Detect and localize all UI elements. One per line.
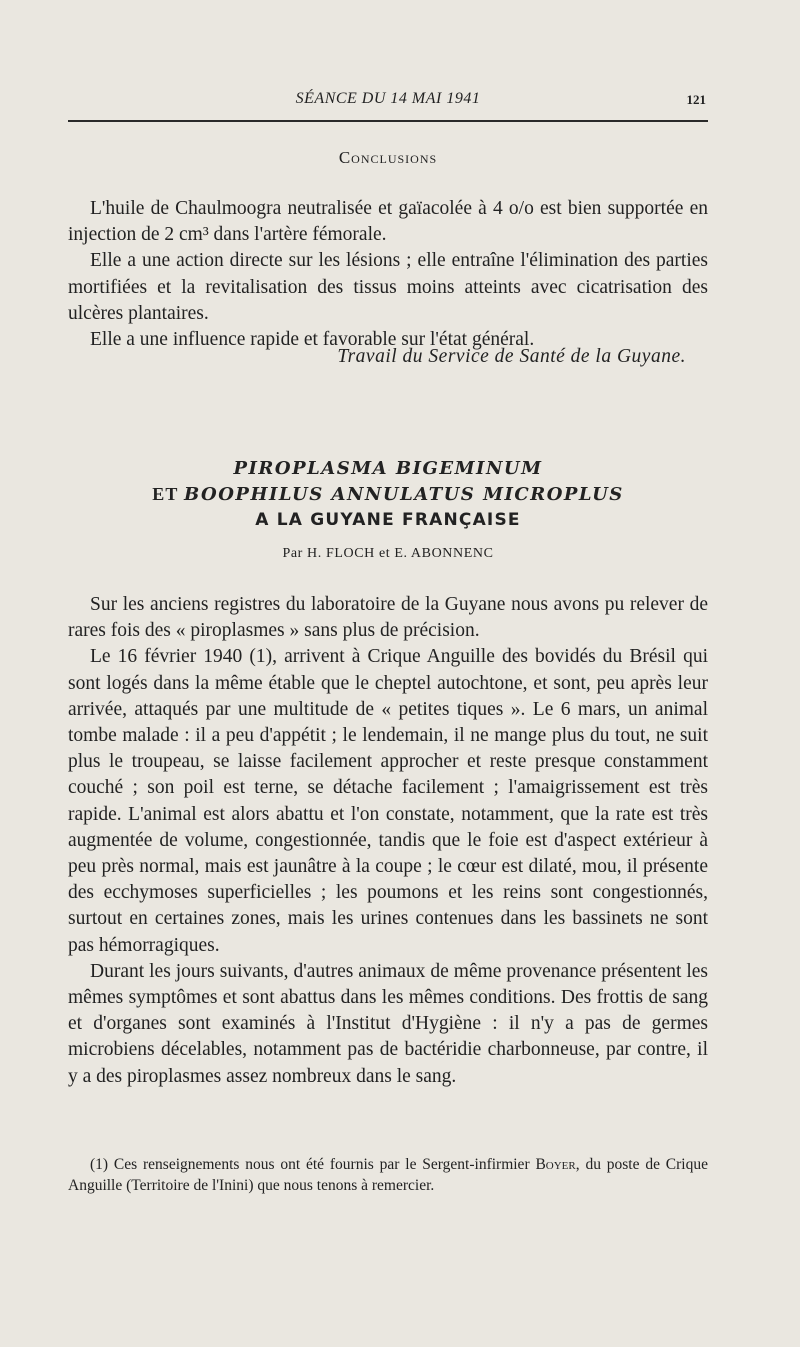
running-header	[68, 90, 708, 114]
article-body	[68, 592, 708, 1090]
section-heading: Conclusions	[338, 148, 438, 167]
conclusions-body	[68, 196, 708, 353]
article-title-line1: PIROPLASMA BIGEMINUM	[233, 458, 543, 479]
running-title: SÉANCE DU 14 MAI 1941	[295, 90, 481, 107]
paragraph: Le 16 février 1940 (1), arrivent à Crique Anguille des bovidés du Brésil qui sont logés dans la même étable que le cheptel autochtone, et sont, peu après leur arrivée, attaqués par une multitude de « petites tiques ». Le 6 mars, un animal tombe malade : il a peu d'appétit ; le lendemain, il ne mange plus du tout, ne suit plus le troupeau, se laisse facilement approcher et reste presque constamment couché ; son poil est terne, se détache facilement ; l'amaigrissement est très rapide. L'animal est alors abattu et l'on constate, notamment, que la rate est très augmentée de volume, congestionnée, tandis que le foie est d'aspect extérieur à peu près normal, mais est jaunâtre à la coupe ; le cœur est dilaté, mou, il présente des ecchymoses superficielles ; les poumons et les reins sont congestionnés, surtout en certaines zones, mais les urines contenues dans les bassinets ne sont pas hémorragiques.	[68, 646, 708, 956]
paragraph: Elle a une influence rapide et favorable sur l'état général.	[90, 329, 535, 351]
page-number: 121	[686, 92, 706, 107]
footnote-name: Boyer	[535, 1156, 576, 1173]
article-title-line2: ET BOOPHILUS ANNULATUS MICROPLUS	[152, 484, 624, 505]
byline: Par H. FLOCH et E. ABONNENC	[282, 546, 494, 561]
header-rule	[68, 120, 708, 122]
paragraph: L'huile de Chaulmoogra neutralisée et gaïacolée à 4 o/o est bien supportée en injection de 2 cm³ dans l'artère fémorale.	[68, 198, 708, 246]
signature: Travail du Service de Santé de la Guyane.	[337, 346, 686, 367]
article-title-line3: A LA GUYANE FRANÇAISE	[255, 510, 521, 530]
paragraph: Durant les jours suivants, d'autres animaux de même provenance présentent les mêmes symptômes et sont abattus dans les mêmes conditions. Des frottis de sang et d'organes sont examinés à l'Institut d'Hygiène : il n'y a pas de germes microbiens décelables, notamment pas de bactéridie charbonneuse, par contre, il y a des piroplasmes assez nombreux dans le sang.	[68, 960, 708, 1087]
footnote: (1) Ces renseignements nous ont été fournis par le Sergent-infirmier Boyer, du poste de Crique Anguille (Territoire de l'Inini) que nous tenons à remercier.	[68, 1156, 708, 1194]
paragraph: Sur les anciens registres du laboratoire de la Guyane nous avons pu relever de rares fois des « piroplasmes » sans plus de précision.	[68, 594, 708, 642]
paragraph: Elle a une action directe sur les lésions ; elle entraîne l'élimination des parties mortifiées et la revitalisation des tissus moins atteints avec cicatrisation des ulcères plantaires.	[68, 250, 708, 324]
